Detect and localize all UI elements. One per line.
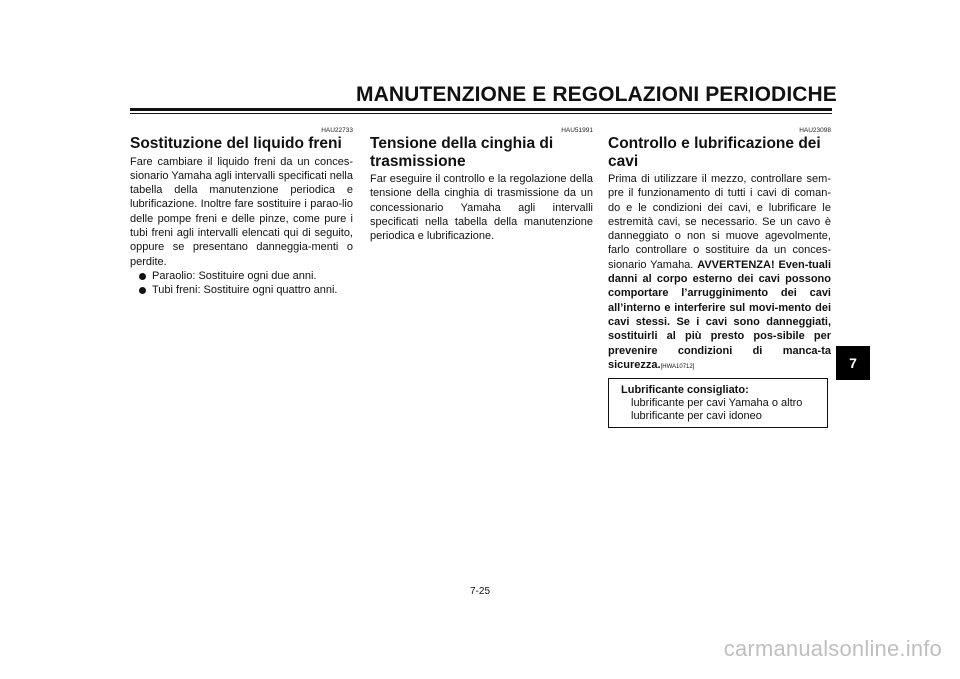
watermark: carmanualsonline.info xyxy=(723,636,942,661)
section-belt-tension xyxy=(370,126,593,243)
list-item xyxy=(139,269,353,283)
list-item-text: Paraolio: Sostituire ogni due anni. xyxy=(152,269,317,282)
list-item-text: Tubi freni: Sostituire ogni quattro anni. xyxy=(152,284,338,297)
section-code: HAU22733 xyxy=(321,127,353,134)
lubricant-line: lubrificante per cavi Yamaha o altro xyxy=(631,397,803,409)
section-code: HAU51991 xyxy=(561,127,593,134)
section-code: HAU23098 xyxy=(799,127,831,134)
section-body: Far eseguire il controllo e la regolazione della tensione della cinghia di trasmissione da un concessionario Yamaha agli intervalli specificati nella tabella della manutenzione periodica e lubrificazione. xyxy=(370,173,593,243)
title-rule-thin xyxy=(130,113,832,114)
recommended-lubricant-box xyxy=(608,378,828,428)
section-brake-fluid xyxy=(130,126,353,297)
section-heading: Tensione della cinghia di trasmissione xyxy=(370,135,554,170)
list-item xyxy=(139,283,353,297)
section-cables xyxy=(608,126,831,374)
title-rule xyxy=(130,108,832,111)
page-number: 7-25 xyxy=(469,586,490,597)
chapter-tab: 7 xyxy=(836,346,870,380)
page-title: MANUTENZIONE E REGOLAZIONI PERIODICHE xyxy=(356,83,837,106)
bullet-list xyxy=(130,269,353,298)
section-heading: Sostituzione del liquido freni xyxy=(130,135,342,152)
section-body xyxy=(608,172,831,374)
warning-ref: [HWA10712] xyxy=(660,363,695,370)
section-body: Fare cambiare il liquido freni da un conces-sionario Yamaha agli intervalli specificati nella tabella della manutenzione periodica e lubrificazione. Inoltre fare sostituire i parao-lio delle pompe freni e delle pinze, come pure i tubi freni agli intervalli elencati qui di seguito, oppure se presentano danneggia-menti o perdite. xyxy=(130,155,353,268)
bullet-icon xyxy=(139,273,146,280)
section-heading: Controllo e lubrificazione dei cavi xyxy=(608,135,821,170)
body-text: Prima di utilizzare il mezzo, controllare sem-pre il funzionamento di tutti i cavi di coman-do e le condizioni dei cavi, e lubrificare le estremità cavi, se necessario. Se un cavo è danneggiato o non si muove agevolmente, farlo controllare o sostituire da un conces-sionario Yamaha. xyxy=(608,173,831,271)
lubricant-title: Lubrificante consigliato: xyxy=(621,384,749,396)
warning-text: AVVERTENZA! Even-tuali danni al corpo esterno dei cavi possono comportare l’arrugginimento dei cavi all’interno e interferire sul movi-mento dei cavi stessi. Se i cavi sono danneggiati, sostituirli al più presto pos-sibile per prevenire condizioni di manca-ta sicurezza. xyxy=(608,258,832,371)
lubricant-line: lubrificante per cavi idoneo xyxy=(631,410,762,422)
bullet-icon xyxy=(139,287,146,294)
